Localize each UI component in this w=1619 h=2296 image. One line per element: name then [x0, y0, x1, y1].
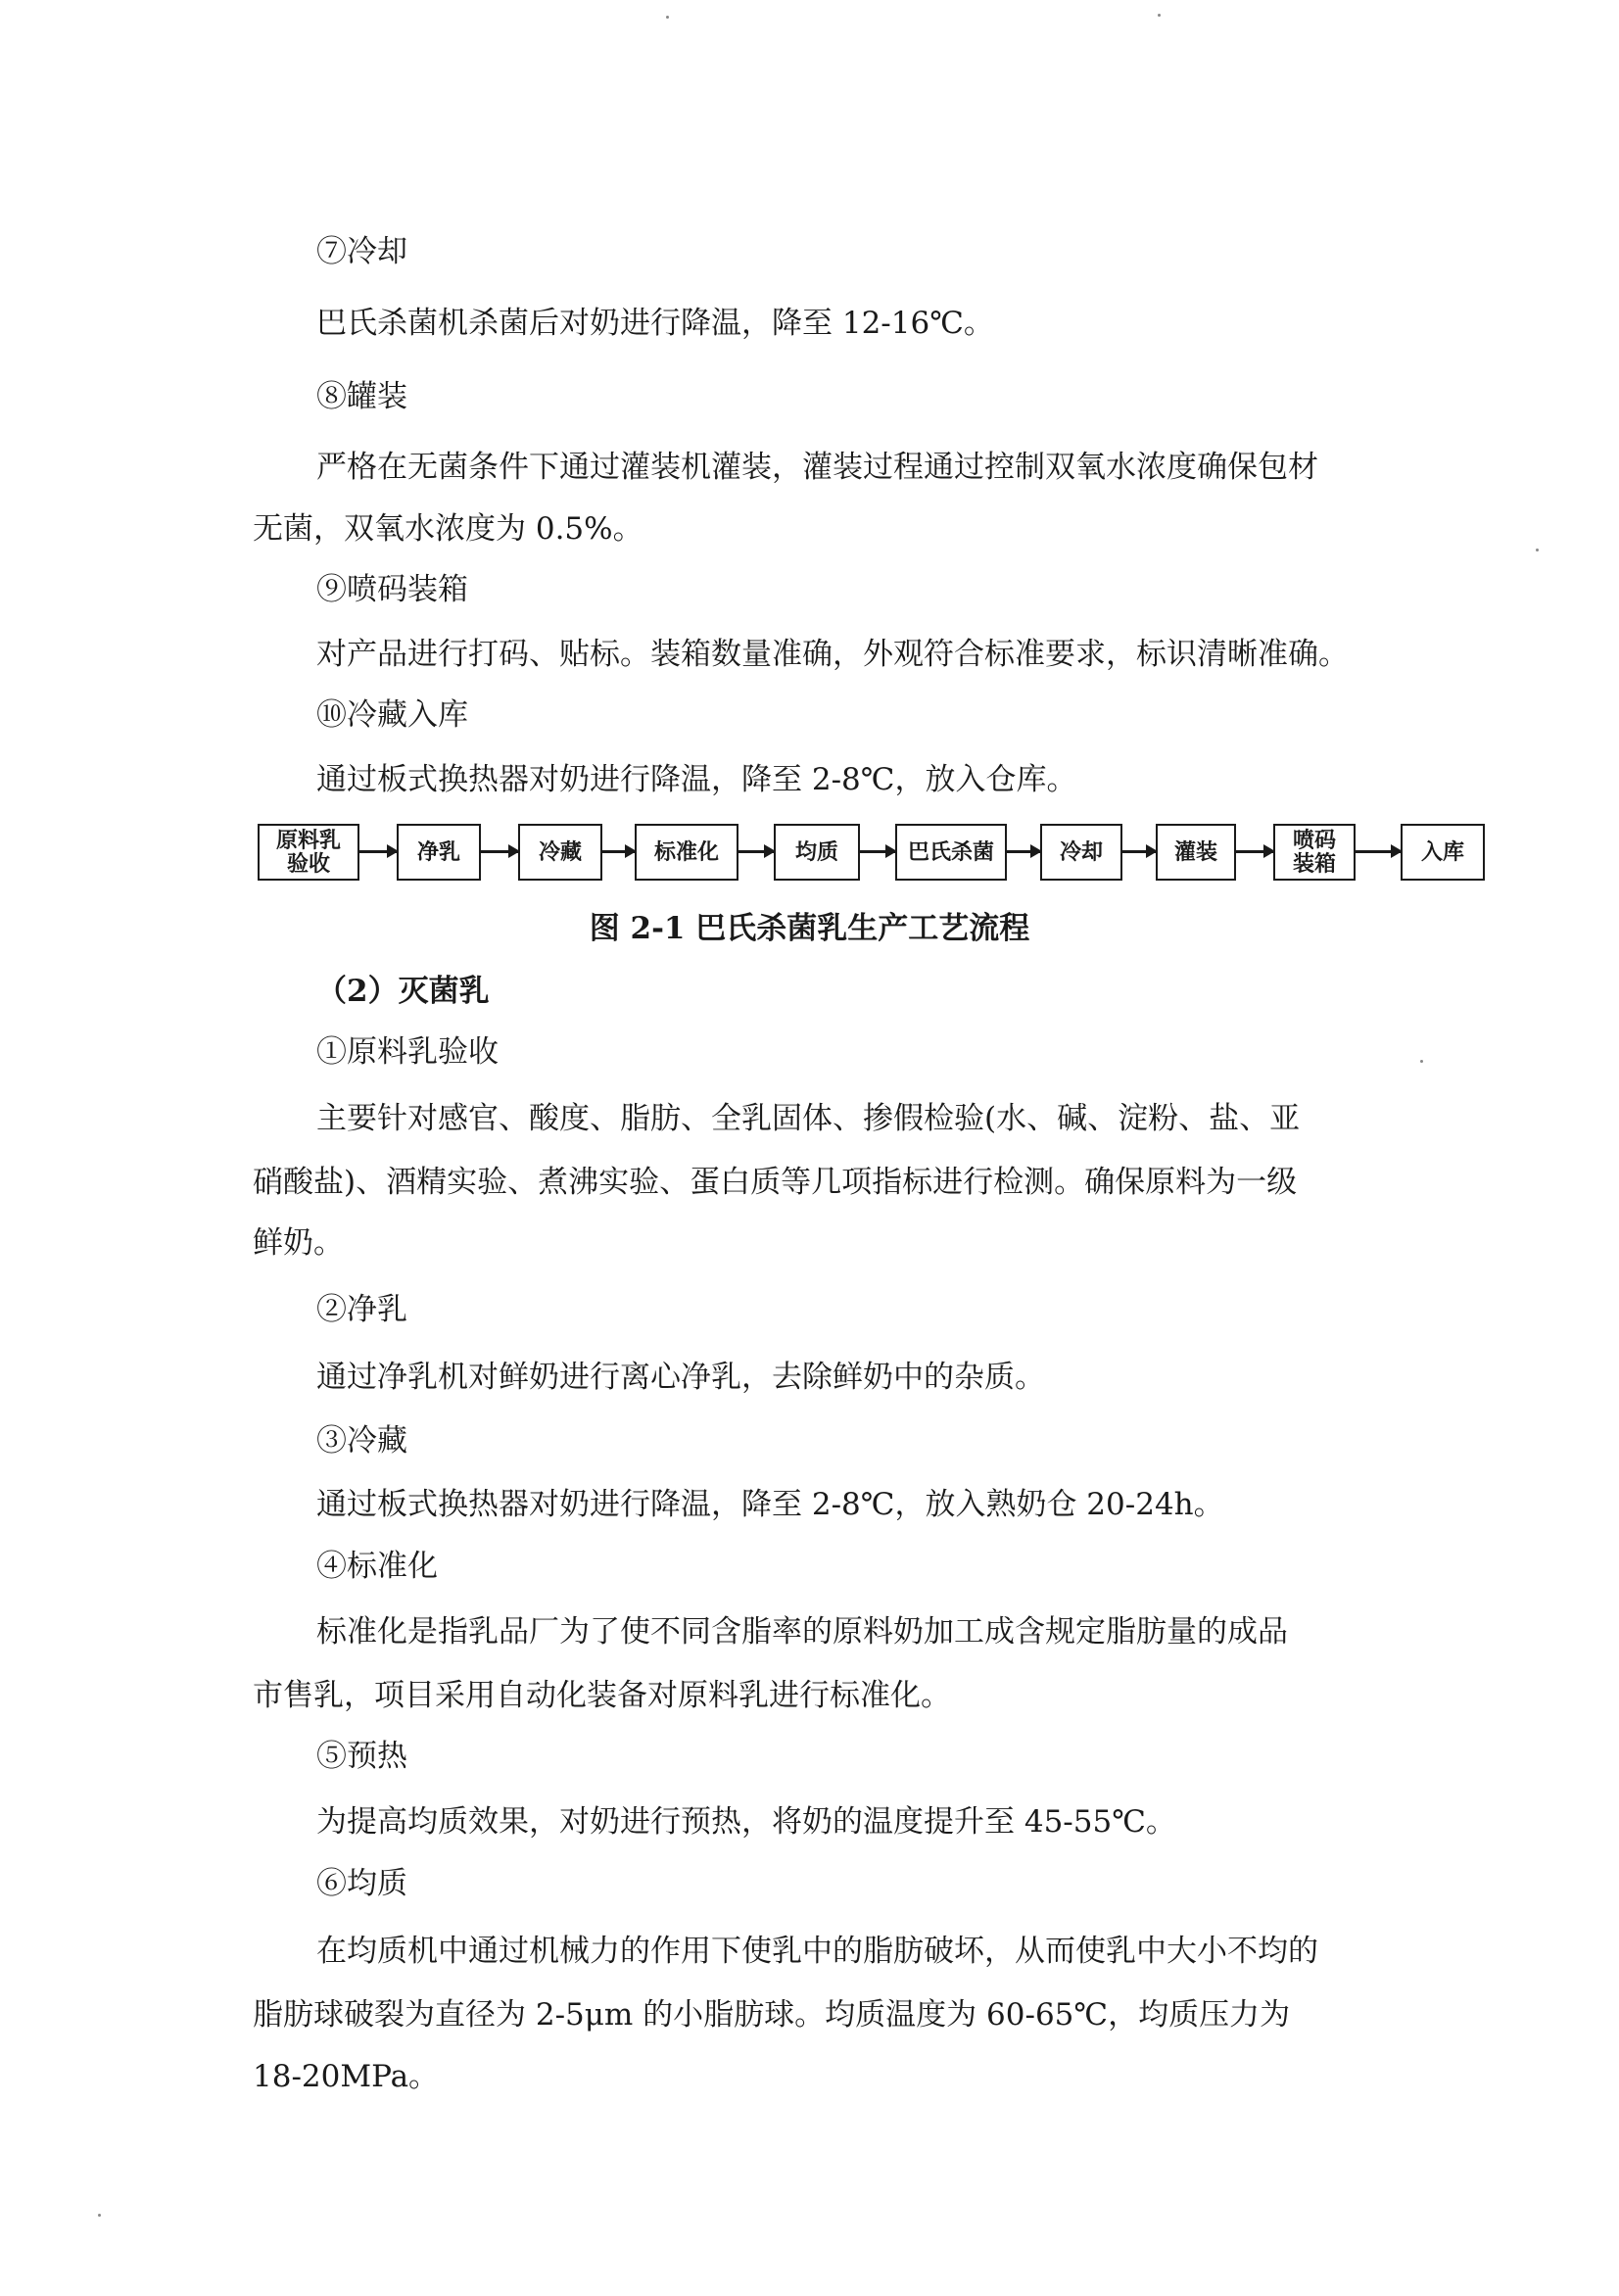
flow-step-raw-milk: 原料乳 验收 — [258, 824, 359, 881]
step-heading-coding: ⑨喷码装箱 — [316, 572, 468, 607]
step-heading: ⑤预热 — [316, 1739, 407, 1774]
section-heading: （2）灭菌乳 — [316, 974, 490, 1009]
paragraph-line: 通过板式换热器对奶进行降温，降至 2-8℃，放入仓库。 — [316, 762, 1077, 797]
flow-arrow — [359, 850, 397, 853]
step-heading: ⑥均质 — [316, 1866, 407, 1901]
flow-arrow — [1356, 850, 1401, 853]
step-heading: ③冷藏 — [316, 1423, 407, 1459]
step-heading: ①原料乳验收 — [316, 1034, 499, 1070]
flow-arrow — [1007, 850, 1040, 853]
paragraph-line: 巴氏杀菌机杀菌后对奶进行降温，降至 12-16℃。 — [316, 306, 994, 341]
flow-step-chill: 冷藏 — [518, 824, 602, 881]
flow-arrow — [860, 850, 895, 853]
paragraph-line: 无菌，双氧水浓度为 0.5%。 — [253, 511, 643, 547]
flow-step-fill: 灌装 — [1156, 824, 1236, 881]
paragraph-line: 对产品进行打码、贴标。装箱数量准确，外观符合标准要求，标识清晰准确。 — [316, 637, 1349, 672]
paragraph-line: 通过净乳机对鲜奶进行离心净乳，去除鲜奶中的杂质。 — [316, 1360, 1045, 1395]
step-heading: ④标准化 — [316, 1549, 438, 1584]
paragraph-line: 硝酸盐)、酒精实验、煮沸实验、蛋白质等几项指标进行检测。确保原料为一级 — [253, 1165, 1298, 1200]
flow-arrow — [481, 850, 518, 853]
paragraph-line: 严格在无菌条件下通过灌装机灌装，灌装过程通过控制双氧水浓度确保包材 — [316, 450, 1318, 485]
scan-speck — [1158, 14, 1161, 17]
scan-speck — [1420, 1060, 1423, 1063]
paragraph-line: 为提高均质效果，对奶进行预热，将奶的温度提升至 45-55℃。 — [316, 1804, 1176, 1840]
paragraph-line: 标准化是指乳品厂为了使不同含脂率的原料奶加工成含规定脂肪量的成品 — [316, 1614, 1288, 1650]
flow-step-standardize: 标准化 — [635, 824, 738, 881]
flow-step-homogenize: 均质 — [774, 824, 860, 881]
flow-step-pasteurize: 巴氏杀菌 — [895, 824, 1007, 881]
flow-step-warehouse: 入库 — [1401, 824, 1485, 881]
step-heading-cooling: ⑦冷却 — [316, 234, 407, 269]
figure-caption: 图 2-1 巴氏杀菌乳生产工艺流程 — [589, 911, 1030, 946]
step-heading-filling: ⑧罐装 — [316, 379, 407, 414]
paragraph-line: 鲜奶。 — [253, 1225, 344, 1261]
flow-step-cool: 冷却 — [1040, 824, 1122, 881]
paragraph-line: 市售乳，项目采用自动化装备对原料乳进行标准化。 — [253, 1678, 951, 1713]
paragraph-line: 在均质机中通过机械力的作用下使乳中的脂肪破坏，从而使乳中大小不均的 — [316, 1934, 1318, 1969]
flow-step-code-pack: 喷码 装箱 — [1273, 824, 1356, 881]
flow-arrow — [602, 850, 635, 853]
scan-speck — [98, 2214, 101, 2217]
step-heading-storage: ⑩冷藏入库 — [316, 697, 468, 733]
paragraph-line: 通过板式换热器对奶进行降温，降至 2-8℃，放入熟奶仓 20-24h。 — [316, 1487, 1224, 1522]
flow-arrow — [1236, 850, 1273, 853]
paragraph-line: 18-20MPa。 — [253, 2059, 440, 2094]
scan-speck — [666, 16, 669, 19]
flow-step-clarify: 净乳 — [397, 824, 481, 881]
flow-arrow — [1122, 850, 1156, 853]
scan-speck — [1536, 549, 1539, 551]
paragraph-line: 主要针对感官、酸度、脂肪、全乳固体、掺假检验(水、碱、淀粉、盐、亚 — [316, 1101, 1301, 1136]
flow-arrow — [738, 850, 774, 853]
step-heading: ②净乳 — [316, 1292, 407, 1327]
paragraph-line: 脂肪球破裂为直径为 2-5μm 的小脂肪球。均质温度为 60-65℃，均质压力为 — [253, 1997, 1291, 2033]
